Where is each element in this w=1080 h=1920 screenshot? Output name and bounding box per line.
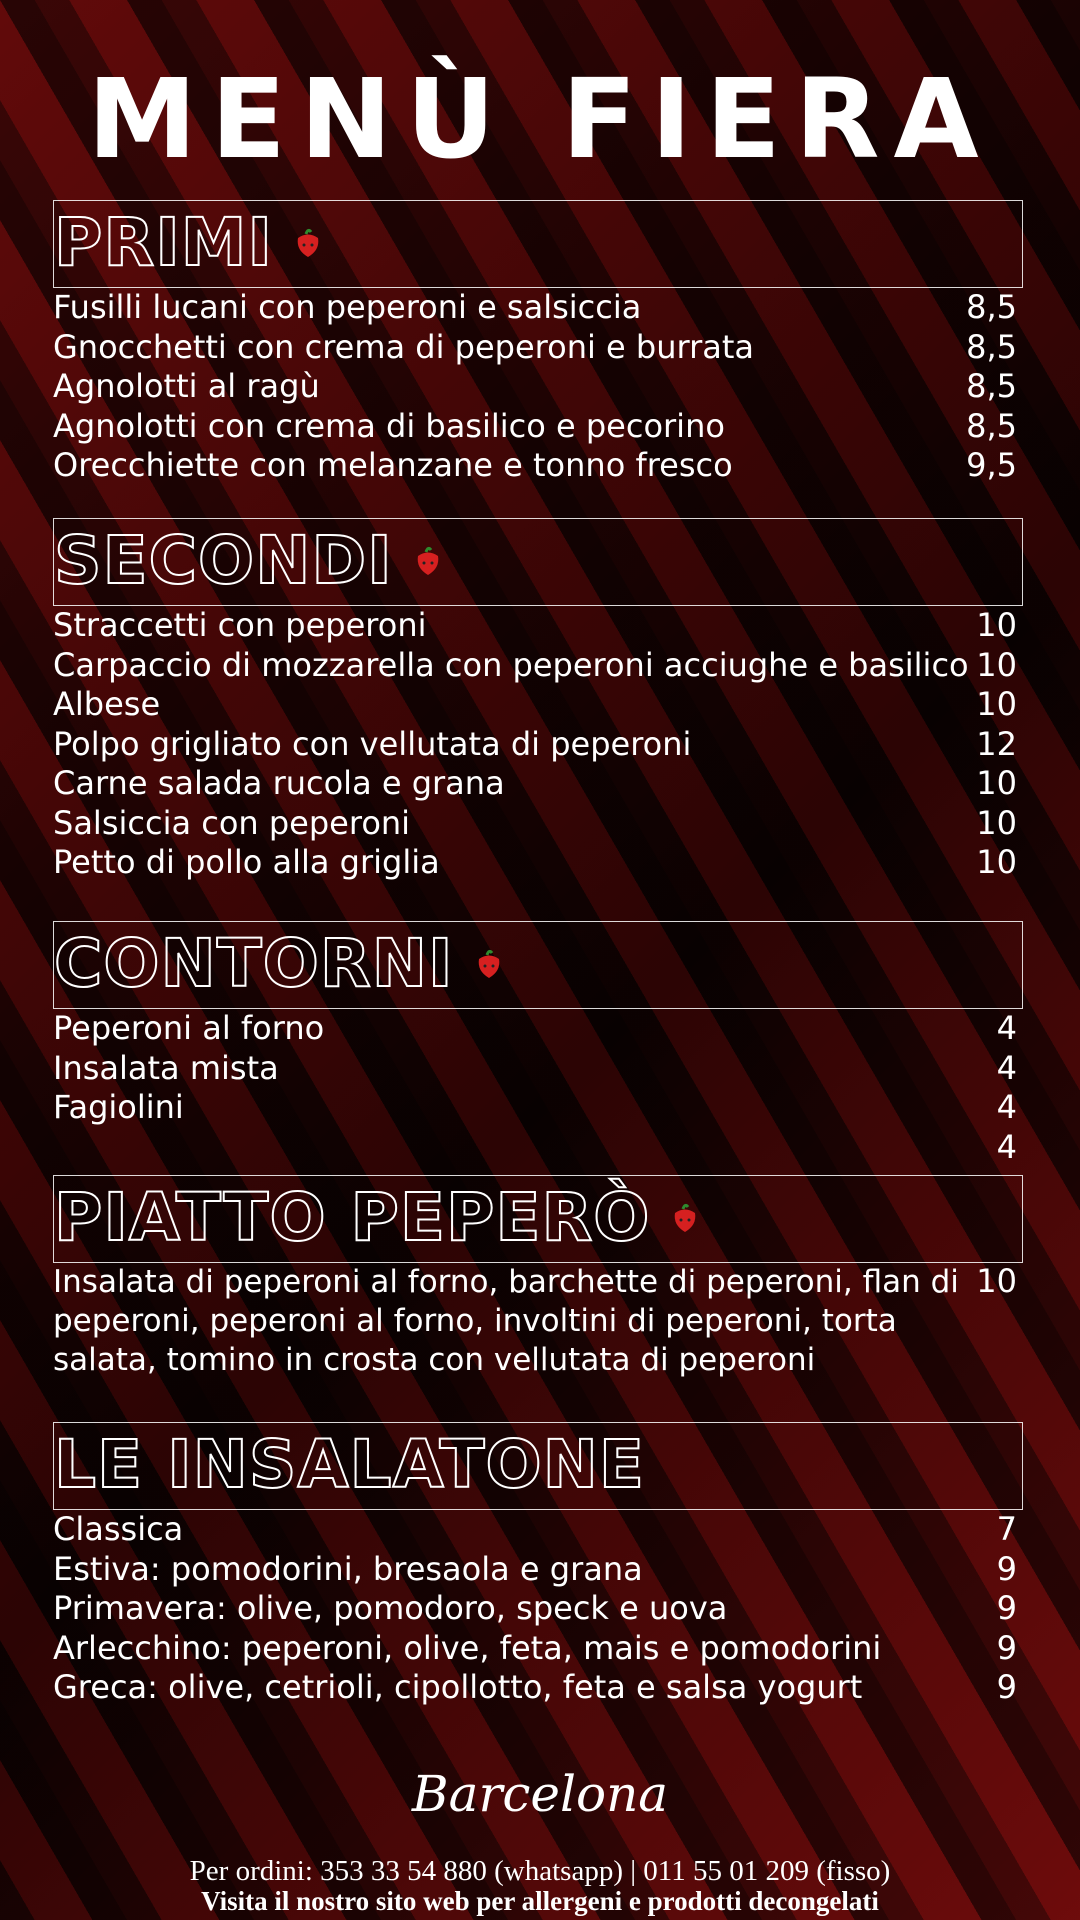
- section-secondi: [53, 518, 1023, 883]
- list-item: 4: [996, 1127, 1017, 1166]
- menu-title: MENÙ FIERA: [87, 55, 993, 183]
- section-title-secondi: SECONDI: [54, 521, 441, 601]
- section-header-primi: [53, 200, 1023, 288]
- section-header-secondi: [53, 518, 1023, 606]
- secondi-list: [53, 606, 1023, 883]
- piatto-body: [53, 1263, 1023, 1380]
- pepper-icon: [476, 949, 502, 979]
- list-item: Agnolotti al ragù 8,5: [53, 367, 1017, 405]
- list-item: Straccetti con peperoni 10: [53, 606, 1017, 644]
- piatto-description: Insalata di peperoni al forno, barchette di peperoni, flan di peperoni, peperoni al forno, involtini di peperoni, torta salata, tomino in crosta con vellutata di peperoni: [53, 1264, 959, 1378]
- section-contorni: [53, 921, 1023, 1167]
- list-item: Primavera: olive, pomodoro, speck e uova 9: [53, 1589, 1017, 1627]
- contorni-list: [53, 1009, 1023, 1167]
- section-title-primi: PRIMI: [54, 203, 321, 283]
- order-contacts: Per ordini: 353 33 54 880 (whatsapp) | 011 55 01 209 (fisso): [189, 1855, 891, 1887]
- list-item: Carne salada rucola e grana 10: [53, 764, 1017, 802]
- list-item: Salsiccia con peperoni 10: [53, 803, 1017, 842]
- section-title-piatto: PIATTO PEPERÒ: [54, 1178, 698, 1258]
- pepper-icon: [415, 546, 441, 576]
- section-title-contorni: CONTORNI: [54, 924, 502, 1004]
- list-item: Estiva: pomodorini, bresaola e grana 9: [53, 1549, 1017, 1588]
- section-piatto-pepero: [53, 1175, 1023, 1380]
- section-header-insalatone: [53, 1422, 1023, 1510]
- pepper-icon: [295, 228, 321, 258]
- section-insalatone: [53, 1422, 1023, 1708]
- section-title-insalatone: LE INSALATONE: [54, 1426, 645, 1503]
- list-item: Fusilli lucani con peperoni e salsiccia 8,5: [53, 288, 1017, 326]
- list-item: Peperoni al forno 4: [53, 1009, 1017, 1047]
- list-item: Arlecchino: peperoni, olive, feta, mais e pomodorini 9: [53, 1628, 1017, 1667]
- list-item: Gnocchetti con crema di peperoni e burrata 8,5: [53, 327, 1017, 366]
- section-header-piatto: [53, 1175, 1023, 1263]
- primi-list: [53, 288, 1023, 486]
- list-item: Fagiolini 4: [53, 1088, 1017, 1126]
- list-item: Petto di pollo alla griglia 10: [53, 843, 1017, 881]
- list-item: Greca: olive, cetrioli, cipollotto, feta e salsa yogurt 9: [53, 1668, 1017, 1706]
- signature-logo: Barcelona: [411, 1765, 669, 1823]
- insalatone-list: [53, 1510, 1023, 1708]
- list-item: Agnolotti con crema di basilico e pecorino 8,5: [53, 406, 1017, 445]
- section-primi: [53, 200, 1023, 486]
- list-item: Insalata mista 4: [53, 1048, 1017, 1087]
- pepper-icon: [672, 1203, 698, 1233]
- section-header-contorni: [53, 921, 1023, 1009]
- list-item: Classica 7: [53, 1510, 1017, 1548]
- list-item: Orecchiette con melanzane e tonno fresco 9,5: [53, 446, 1017, 484]
- list-item: Carpaccio di mozzarella con peperoni acciughe e basilico 10: [53, 645, 1017, 684]
- list-item: Polpo grigliato con vellutata di peperoni 12: [53, 724, 1017, 763]
- piatto-price: 10: [976, 1262, 1017, 1300]
- list-item: Albese 10: [53, 685, 1017, 723]
- allergen-notice: Visita il nostro sito web per allergeni e prodotti decongelati: [201, 1886, 879, 1916]
